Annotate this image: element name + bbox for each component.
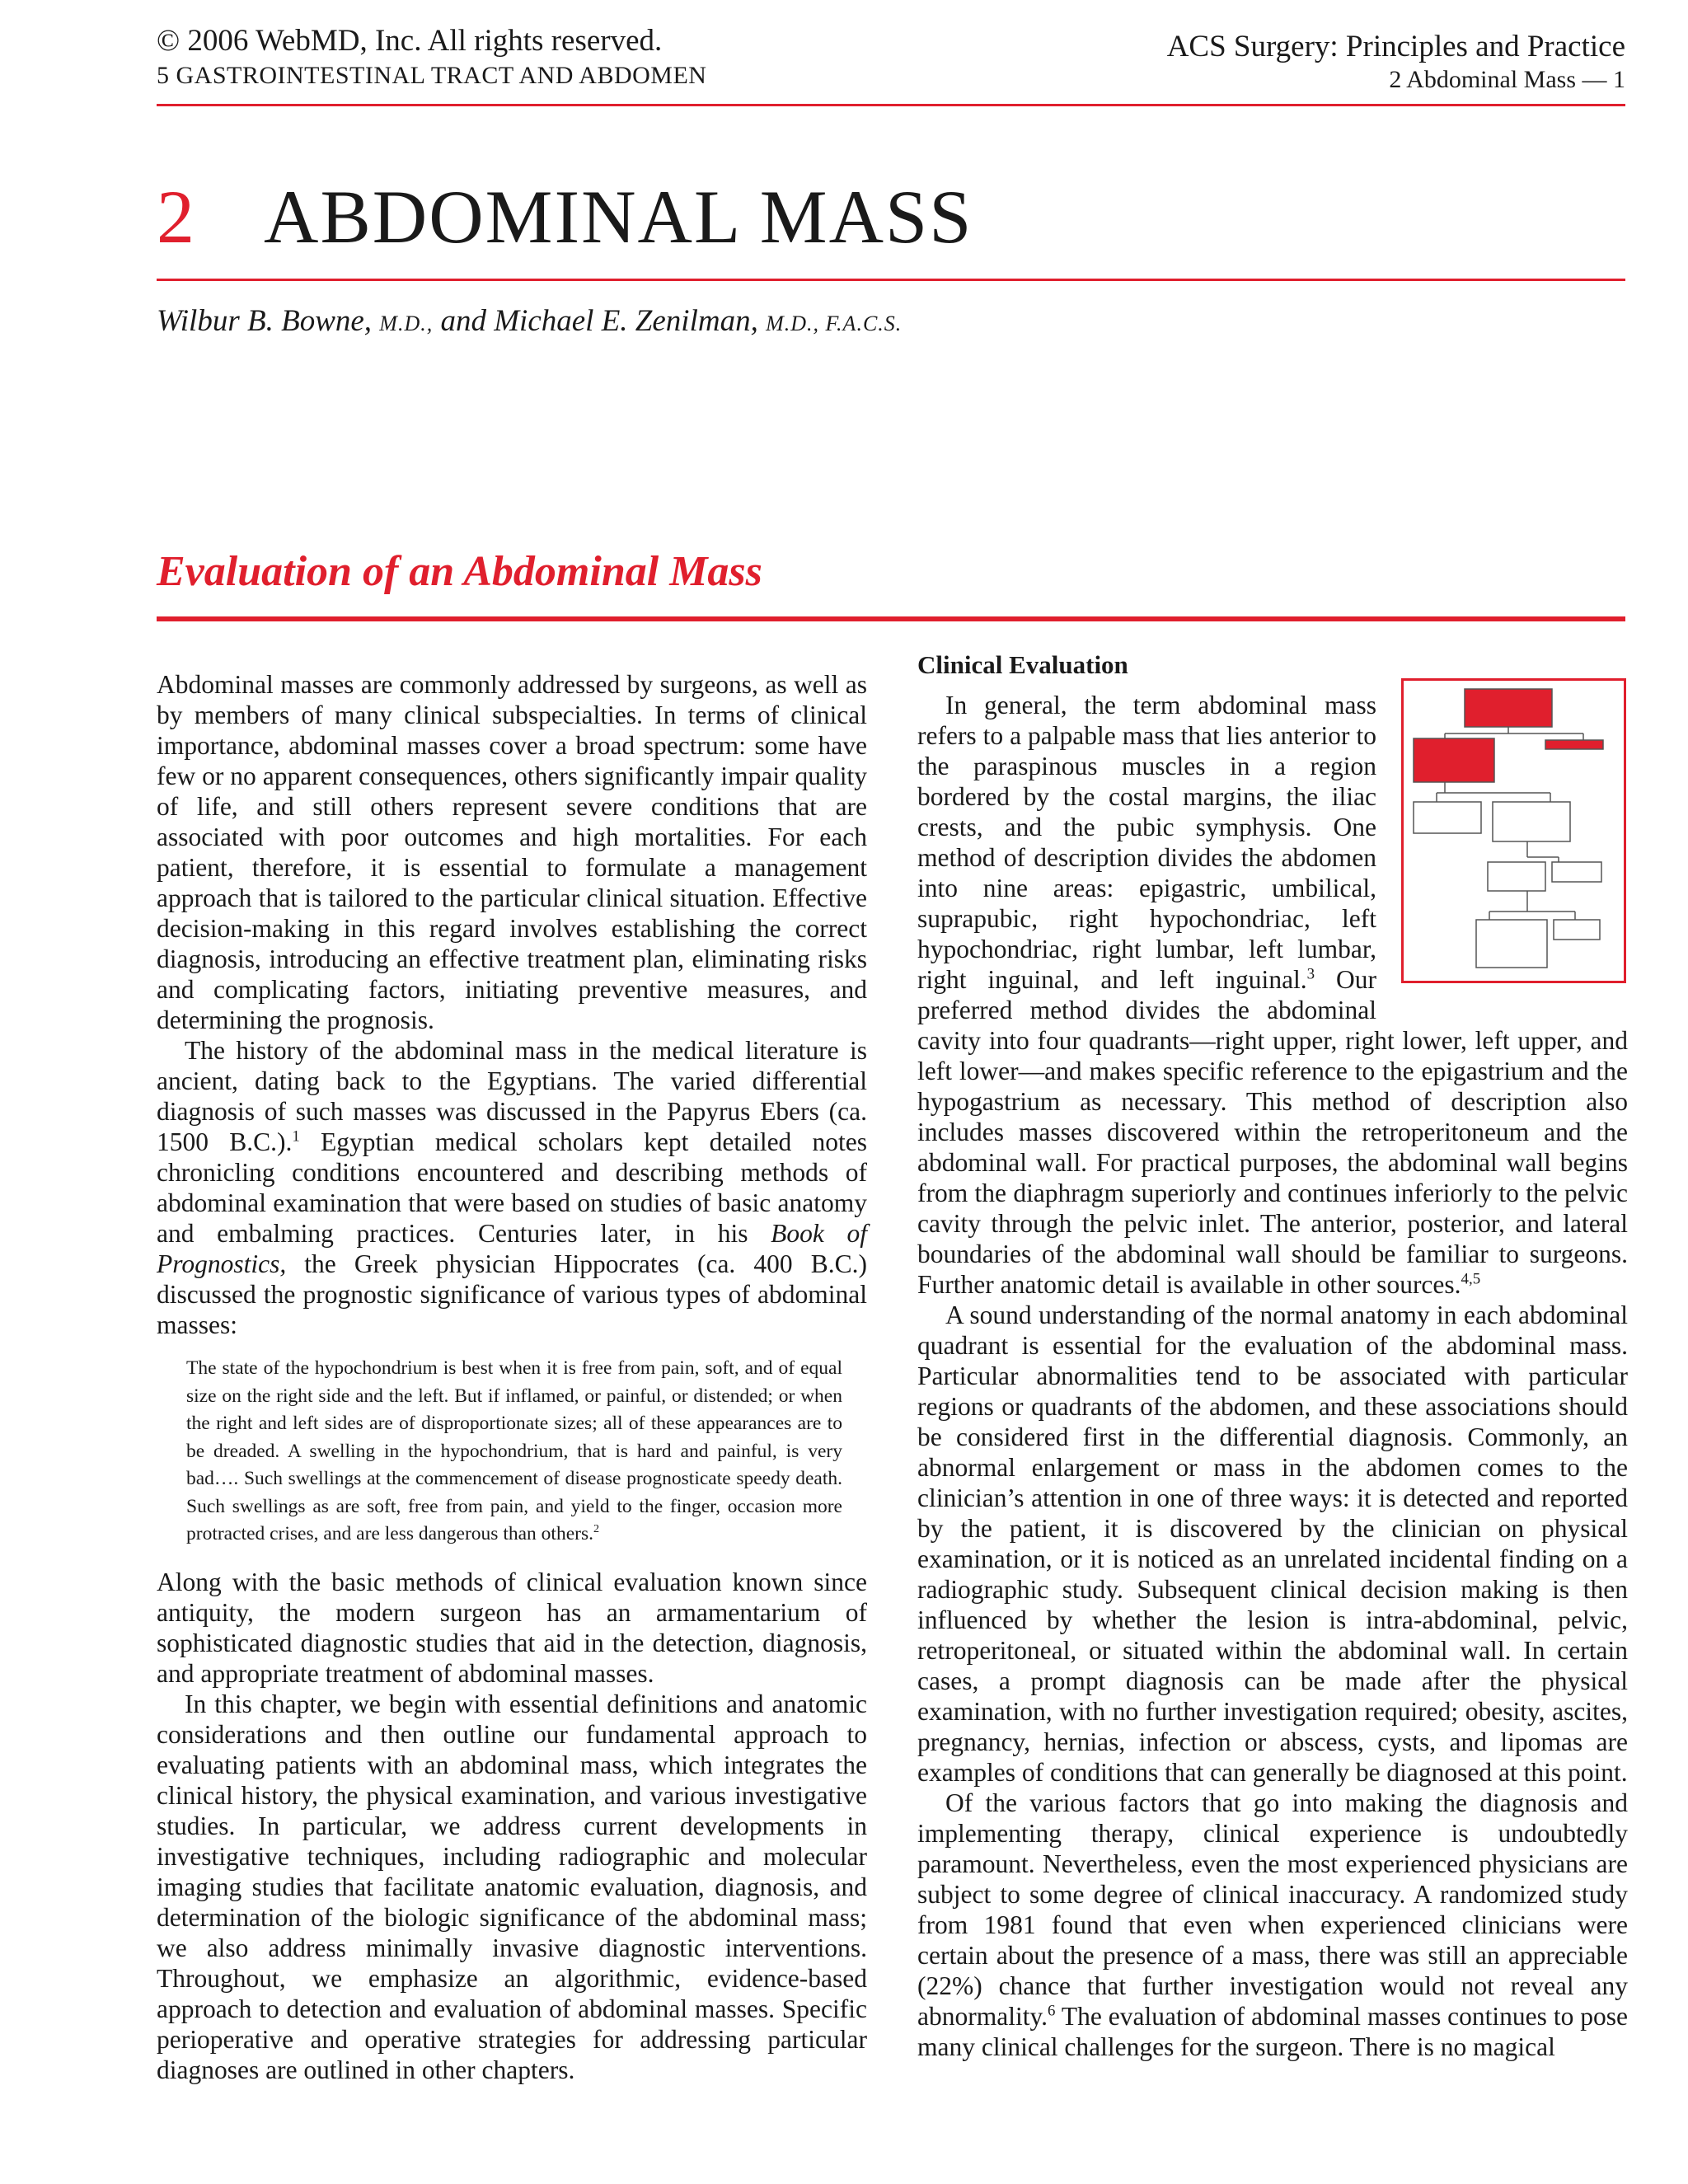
flowchart-node [1414, 802, 1481, 833]
left-paragraph-4: In this chapter, we begin with essential definitions and anatomic considerations and then outline our fundamental approach to evaluating patients with an abdominal mass, which integrates the clinical history, the physical examination, and various investigative studies. In particular, we address current developments in investigative techniques, including radiographic and molecular imaging studies that facilitate anatomic evaluation, diagnosis, and determination of the biologic significance of the abdominal mass; we also address minimally invasive diagnostic interventions. Throughout, we emphasize an algorithmic, evidence-based approach to detection and evaluation of abdominal masses. Specific perioperative and operative strategies for addressing particular diagnoses are outlined in other chapters. [157, 1689, 867, 2084]
reference-1[interactable]: 1 [292, 1127, 300, 1146]
reference-4-5[interactable]: 4,5 [1461, 1270, 1481, 1288]
author-connector: and [440, 304, 486, 338]
author-1-degree: M.D., [379, 312, 434, 335]
section-label: 5 GASTROINTESTINAL TRACT AND ABDOMEN [157, 62, 707, 89]
section-rule [157, 616, 1625, 621]
author-2-degree: M.D., F.A.C.S. [766, 312, 903, 335]
flowchart-node [1545, 740, 1603, 749]
reference-6[interactable]: 6 [1048, 2002, 1056, 2020]
flowchart-node [1493, 802, 1570, 841]
header-rule [157, 104, 1625, 106]
flowchart-node [1554, 920, 1600, 940]
chapter-title [157, 173, 973, 260]
chapter-number: 2 [157, 175, 196, 259]
left-paragraph-3: Along with the basic methods of clinical evaluation known since antiquity, the modern surgeon has an armamentarium of sophisticated diagnostic studies that aid in the detection, diagnosis, and appropriate treatment of abdominal masses. [157, 1567, 867, 1688]
flowchart-node [1414, 738, 1494, 782]
flowchart-node [1552, 862, 1601, 882]
clinical-evaluation-heading: Clinical Evaluation [917, 650, 1128, 679]
author-1: Wilbur B. Bowne, [157, 304, 373, 338]
chapter-title-text: ABDOMINAL MASS [264, 175, 973, 259]
left-paragraph-1: Abdominal masses are commonly addressed by surgeons, as well as by members of many clinical subspecialties. In terms of clinical importance, abdominal masses cover a broad spectrum: some have few or no apparent consequences, others significantly impair quality of life, and still others represent severe conditions that are associated with poor outcomes and high mortalities. For each patient, therefore, it is essential to formulate a management approach that is tailored to the particular clinical situation. Effective decision-making in this regard involves establishing the correct diagnosis, introducing an effective treatment plan, eliminating risks and complicating factors, initiating preventive measures, and determining the prognosis. [157, 670, 867, 1034]
author-line [157, 303, 902, 339]
author-2: Michael E. Zenilman, [494, 304, 758, 338]
right-paragraph-1: In general, the term abdominal mass refers to a palpable mass that lies anterior to the paraspinous muscles in a region bordered by the costal margins, the iliac crests, and the pubic symphysis. One method of description divides the abdomen into nine areas: epigastric, umbilical, suprapubic, right hypochondriac, left hypochondriac, right lumbar, left lumbar, right inguinal, and left inguinal.$^3$ Our preferred method divides the abdominal cavity into four quadrants—right upper, right lower, left upper, and left lower—and makes specific reference to the epigastrium and the hypogastrium as necessary. This method of description also includes masses discovered within the retroperitoneum and the abdominal wall. For practical purposes, the abdominal wall begins from the diaphragm superiorly and continues inferiorly to the pelvic cavity through the pelvic inlet. The anterior, posterior, and lateral boundaries of the abdominal wall should be familiar to surgeons. Further anatomic detail is available in other sources.$^{4,5}$ [917, 691, 1628, 1299]
copyright-line: © 2006 WebMD, Inc. All rights reserved. [157, 24, 663, 58]
left-paragraph-2: The history of the abdominal mass in the medical literature is ancient, dating back to the Egyptians. The varied differential diagnosis of such masses was discussed in the Papyrus Ebers (ca. 1500 B.C.).$^1$ Egyptian medical scholars kept detailed notes chronicling conditions encountered and describing methods of abdominal examination that were based on studies of basic anatomy and embalming practices. Centuries later, in his Book of Prognostics, the Greek physician Hippocrates (ca. 400 B.C.) discussed the prognostic significance of various types of abdominal masses: [157, 1036, 867, 1339]
reference-3[interactable]: 3 [1306, 965, 1315, 983]
page-reference: 2 Abdominal Mass — 1 [1389, 66, 1625, 93]
algorithm-flowchart-thumbnail [1404, 681, 1624, 981]
book-title-italic: Book of Prognostics, [157, 1219, 867, 1278]
chapter-rule [157, 279, 1625, 281]
right-paragraph-2: A sound understanding of the normal anatomy in each abdominal quadrant is essential for the evaluation of the abdominal mass. Particular abnormalities tend to be associated with particular regions or quadrants of the abdomen, and these associations should be considered first in the differential diagnosis. Commonly, an abnormal enlargement or mass in the abdomen comes to the clinician’s attention in one of three ways: it is detected and reported by the patient, it is discovered by the clinician on physical examination, or it is noticed as an unrelated incidental finding on a radiographic study. Subsequent clinical decision making is then influenced by whether the lesion is intra-abdominal, pelvic, retroperitoneal, or situated within the abdominal wall. In certain cases, a prompt diagnosis can be made after the physical examination, with no further investigation required; obesity, ascites, pregnancy, hernias, infection or abscess, cysts, and lipomas are examples of conditions that can generally be diagnosed at this point. [917, 1301, 1628, 1787]
flowchart-node [1465, 689, 1552, 727]
right-paragraph-3: Of the various factors that go into making the diagnosis and implementing therapy, clinical experience is undoubtedly paramount. Nevertheless, even the most experienced physicians are subject to some degree of clinical inaccuracy. A randomized study from 1981 found that even when experienced clinicians were certain about the presence of a mass, there was still an appreciable (22%) chance that further investigation would not reveal any abnormality.$^6$ The evaluation of abdominal masses continues to pose many clinical challenges for the surgeon. There is no magical [917, 1788, 1628, 2061]
hippocrates-quote: The state of the hypochondrium is best when it is free from pain, soft, and of equal size on the right side and the left. But if inflamed, or painful, or distended; or when the right and left sides are of disproportionate sizes; all of these appearances are to be dreaded. A swelling in the hypochondrium, that is hard and painful, is very bad…. Such swellings at the commencement of disease prognosticate speedy death. Such swellings as are soft, free from pain, and yield to the finger, occasion more protracted crises, and are less dangerous than others.$^2$ [186, 1357, 842, 1544]
book-title: ACS Surgery: Principles and Practice [1166, 30, 1625, 63]
reference-2[interactable]: 2 [593, 1522, 600, 1536]
flowchart-node [1476, 920, 1547, 968]
algorithm-thumbnail-icon[interactable] [1401, 678, 1626, 983]
section-title: Evaluation of an Abdominal Mass [157, 548, 762, 595]
flowchart-node [1488, 862, 1545, 891]
left-column [157, 669, 867, 2085]
